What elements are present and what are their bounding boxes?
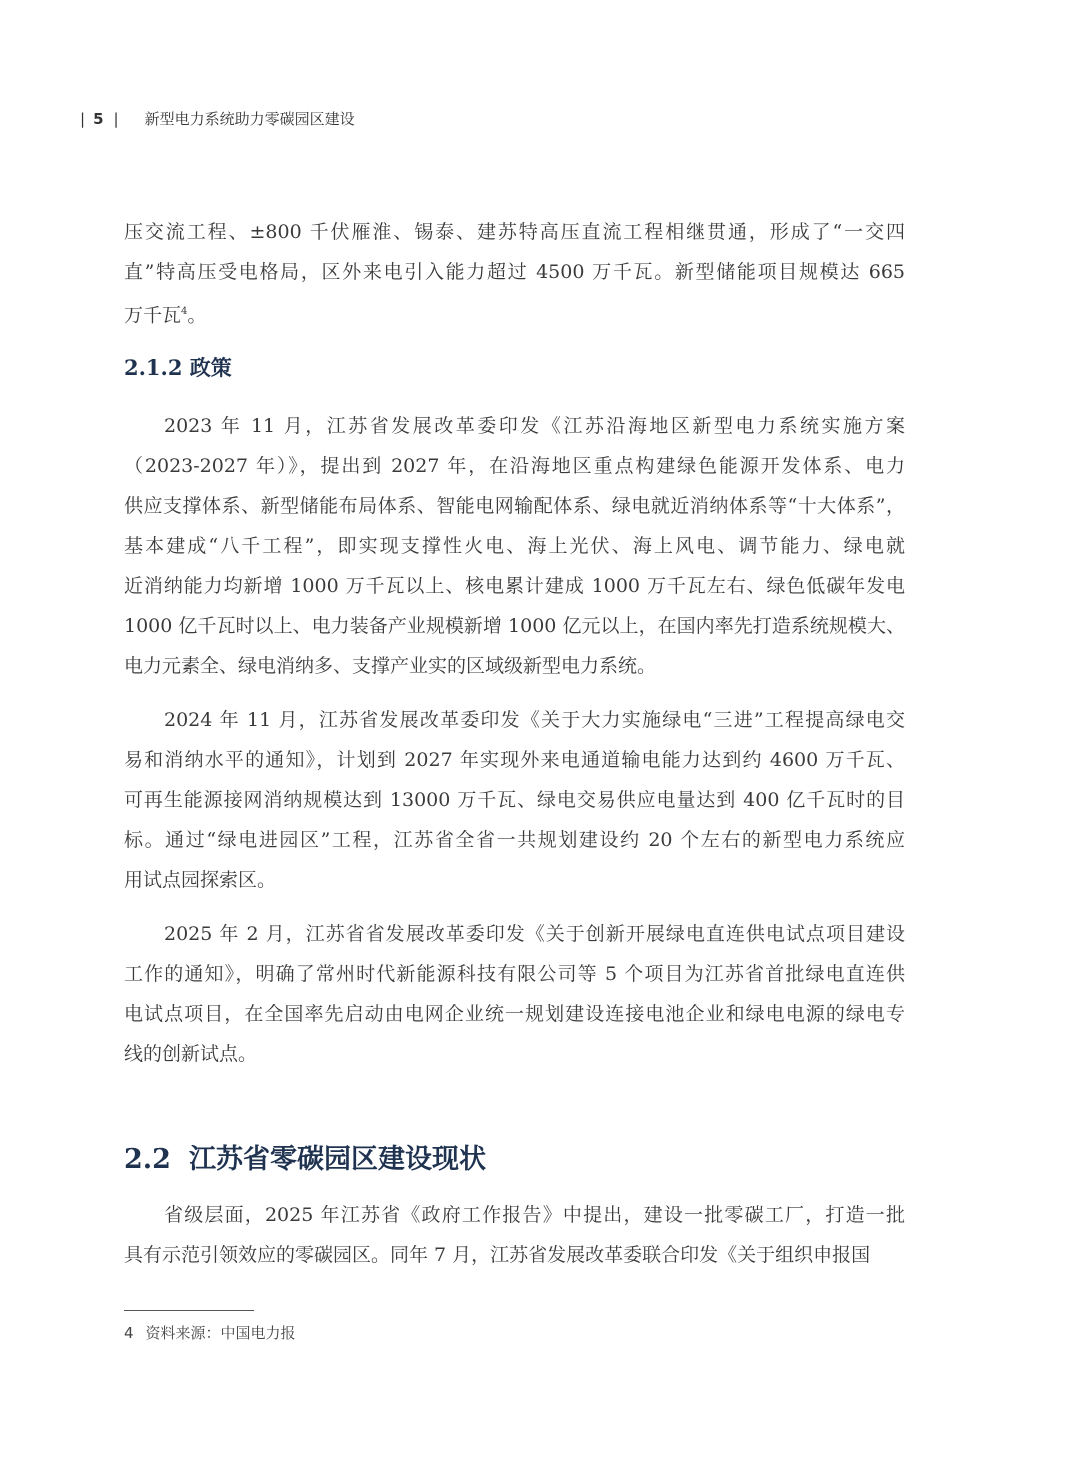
text-run: 万千瓦 — [124, 304, 182, 327]
text-line: 直”特高压受电格局，区外来电引入能力超过 4500 万千瓦。新型储能项目规模达 665 — [124, 261, 905, 283]
section-heading-2-1-2: 2.1.2 政策 — [124, 355, 232, 380]
text-line: 省级层面，2025 年江苏省《政府工作报告》中提出，建设一批零碳工厂，打造一批 — [164, 1204, 905, 1226]
text-line: 具有示范引领效应的零碳园区。同年 7 月，江苏省发展改革委联合印发《关于组织申报国 — [124, 1244, 871, 1266]
text-run: 。 — [187, 304, 207, 327]
text-line: 可再生能源接网消纳规模达到 13000 万千瓦、绿电交易供应电量达到 400 亿千瓦时的目 — [124, 789, 905, 811]
section-number: 2.2 — [124, 1144, 171, 1175]
text-line: 线的创新试点。 — [124, 1043, 258, 1065]
page-number: 5 — [93, 109, 106, 128]
running-header — [80, 108, 355, 129]
text-line — [124, 292, 905, 332]
text-line: 2023 年 11 月，江苏省发展改革委印发《江苏沿海地区新型电力系统实施方案 — [164, 415, 905, 437]
text-line: 压交流工程、±800 千伏雁淮、锡泰、建苏特高压直流工程相继贯通，形成了“一交四 — [124, 221, 905, 243]
text-line: 标。通过“绿电进园区”工程，江苏省全省一共规划建设约 20 个左右的新型电力系统应 — [124, 829, 905, 851]
text-line: 2024 年 11 月，江苏省发展改革委印发《关于大力实施绿电“三进”工程提高绿电交 — [164, 709, 905, 731]
text-line: 易和消纳水平的通知》，计划到 2027 年实现外来电通道输电能力达到约 4600 万千瓦、 — [124, 749, 905, 771]
text-line: 近消纳能力均新增 1000 万千瓦以上、核电累计建成 1000 万千瓦左右、绿色低碳年发电 — [124, 575, 905, 597]
footnote — [124, 1322, 296, 1343]
text-line: 电试点项目，在全国率先启动由电网企业统一规划建设连接电池企业和绿电电源的绿电专 — [124, 1003, 905, 1025]
footnote-divider — [124, 1310, 254, 1311]
text-line: 2025 年 2 月，江苏省省发展改革委印发《关于创新开展绿电直连供电试点项目建设 — [164, 923, 905, 945]
text-line: 供应支撑体系、新型储能布局体系、智能电网输配体系、绿电就近消纳体系等“十大体系”， — [124, 495, 905, 517]
header-bar: | — [80, 109, 86, 128]
header-bar: | — [113, 109, 119, 128]
footnote-number: 4 — [124, 1324, 134, 1342]
section-heading-2-2 — [124, 1140, 486, 1180]
text-line: 用试点园探索区。 — [124, 869, 277, 891]
section-title: 江苏省零碳园区建设现状 — [188, 1144, 486, 1175]
footnote-ref[interactable]: 4 — [181, 306, 188, 317]
text-line: 工作的通知》，明确了常州时代新能源科技有限公司等 5 个项目为江苏省首批绿电直连供 — [124, 963, 905, 985]
text-line: 1000 亿千瓦时以上、电力装备产业规模新增 1000 亿元以上，在国内率先打造系统规模大、 — [124, 615, 905, 637]
footnote-text: 资料来源：中国电力报 — [145, 1324, 296, 1342]
running-title: 新型电力系统助力零碳园区建设 — [144, 110, 355, 128]
text-line: （2023-2027 年）》，提出到 2027 年，在沿海地区重点构建绿色能源开发体系、电力 — [124, 455, 905, 477]
text-line: 基本建成“八千工程”，即实现支撑性火电、海上光伏、海上风电、调节能力、绿电就 — [124, 535, 905, 557]
text-line: 电力元素全、绿电消纳多、支撑产业实的区域级新型电力系统。 — [124, 655, 657, 677]
